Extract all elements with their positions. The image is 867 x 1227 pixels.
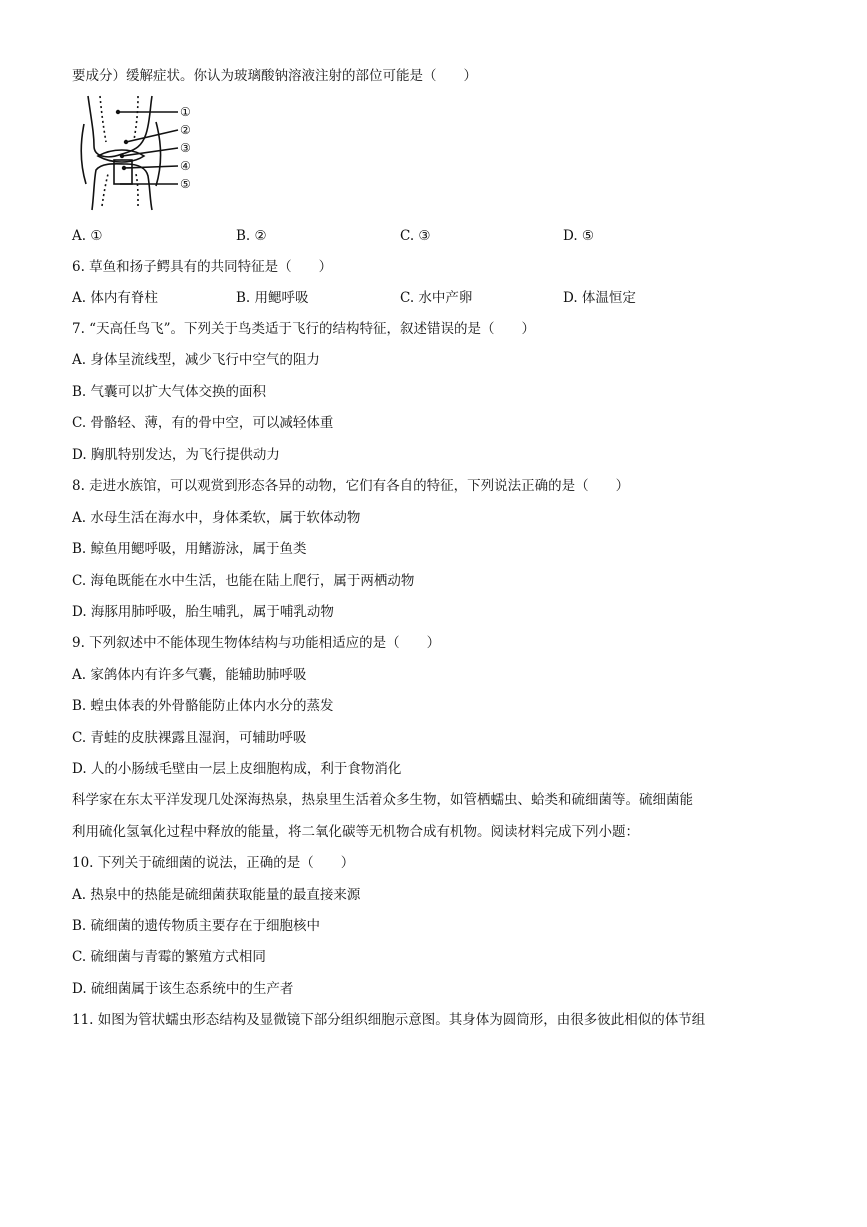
- figure-label-4: ④: [180, 159, 191, 173]
- figure-label-1: ①: [180, 105, 191, 119]
- question-6-stem: 6. 草鱼和扬子鳄具有的共同特征是（ ）: [72, 259, 333, 275]
- passage-line-1: 科学家在东太平洋发现几处深海热泉，热泉里生活着众多生物，如管栖蠕虫、蛤类和硫细菌等。硫细菌能: [72, 792, 693, 808]
- question-9-stem: 9. 下列叙述中不能体现生物体结构与功能相适应的是（ ）: [72, 635, 441, 651]
- q6-option-c: C. 水中产卵: [400, 290, 473, 306]
- q9-option-d: D. 人的小肠绒毛壁由一层上皮细胞构成，利于食物消化: [72, 761, 402, 777]
- q5-option-c: C. ③: [400, 228, 431, 244]
- q10-option-c: C. 硫细菌与青霉的繁殖方式相同: [72, 949, 266, 965]
- passage-line-2: 利用硫化氢氧化过程中释放的能量，将二氧化碳等无机物合成有机物。阅读材料完成下列小题：: [72, 824, 639, 840]
- q6-option-a: A. 体内有脊柱: [72, 290, 158, 306]
- q5-option-b: B. ②: [236, 228, 267, 244]
- q6-option-b: B. 用鳃呼吸: [236, 290, 309, 306]
- question-7-stem: 7. “天高任鸟飞”。下列关于鸟类适于飞行的结构特征，叙述错误的是（ ）: [72, 321, 535, 337]
- figure-label-5: ⑤: [180, 177, 191, 191]
- q7-option-d: D. 胸肌特别发达，为飞行提供动力: [72, 447, 280, 463]
- q5-option-d: D. ⑤: [563, 228, 595, 244]
- q5-option-a: A. ①: [72, 228, 103, 244]
- q9-option-c: C. 青蛙的皮肤裸露且湿润，可辅助呼吸: [72, 730, 307, 746]
- q10-option-d: D. 硫细菌属于该生态系统中的生产者: [72, 981, 294, 997]
- q7-option-b: B. 气囊可以扩大气体交换的面积: [72, 384, 267, 400]
- q7-option-c: C. 骨骼轻、薄，有的骨中空，可以减轻体重: [72, 415, 334, 431]
- q8-option-d: D. 海豚用肺呼吸，胎生哺乳，属于哺乳动物: [72, 604, 334, 620]
- q7-option-a: A. 身体呈流线型，减少飞行中空气的阻力: [72, 352, 320, 368]
- question-10-stem: 10. 下列关于硫细菌的说法，正确的是（ ）: [72, 855, 355, 871]
- q6-option-d: D. 体温恒定: [563, 290, 636, 306]
- question-5-stem-continued: 要成分）缓解症状。你认为玻璃酸钠溶液注射的部位可能是（ ）: [72, 68, 477, 84]
- figure-label-2: ②: [180, 123, 191, 137]
- joint-structure-figure: [78, 94, 218, 212]
- figure-label-3: ③: [180, 141, 191, 155]
- q9-option-a: A. 家鸽体内有许多气囊，能辅助肺呼吸: [72, 667, 307, 683]
- q8-option-b: B. 鲸鱼用鳃呼吸，用鳍游泳，属于鱼类: [72, 541, 307, 557]
- q8-option-c: C. 海龟既能在水中生活，也能在陆上爬行，属于两栖动物: [72, 573, 415, 589]
- question-8-stem: 8. 走进水族馆，可以观赏到形态各异的动物，它们有各自的特征，下列说法正确的是（ ）: [72, 478, 630, 494]
- q9-option-b: B. 蝗虫体表的外骨骼能防止体内水分的蒸发: [72, 698, 334, 714]
- question-11-stem: 11. 如图为管状蠕虫形态结构及显微镜下部分组织细胞示意图。其身体为圆筒形，由很多彼此相似的体节组: [72, 1012, 706, 1028]
- q10-option-a: A. 热泉中的热能是硫细菌获取能量的最直接来源: [72, 887, 361, 903]
- q8-option-a: A. 水母生活在海水中，身体柔软，属于软体动物: [72, 510, 361, 526]
- q10-option-b: B. 硫细菌的遗传物质主要存在于细胞核中: [72, 918, 321, 934]
